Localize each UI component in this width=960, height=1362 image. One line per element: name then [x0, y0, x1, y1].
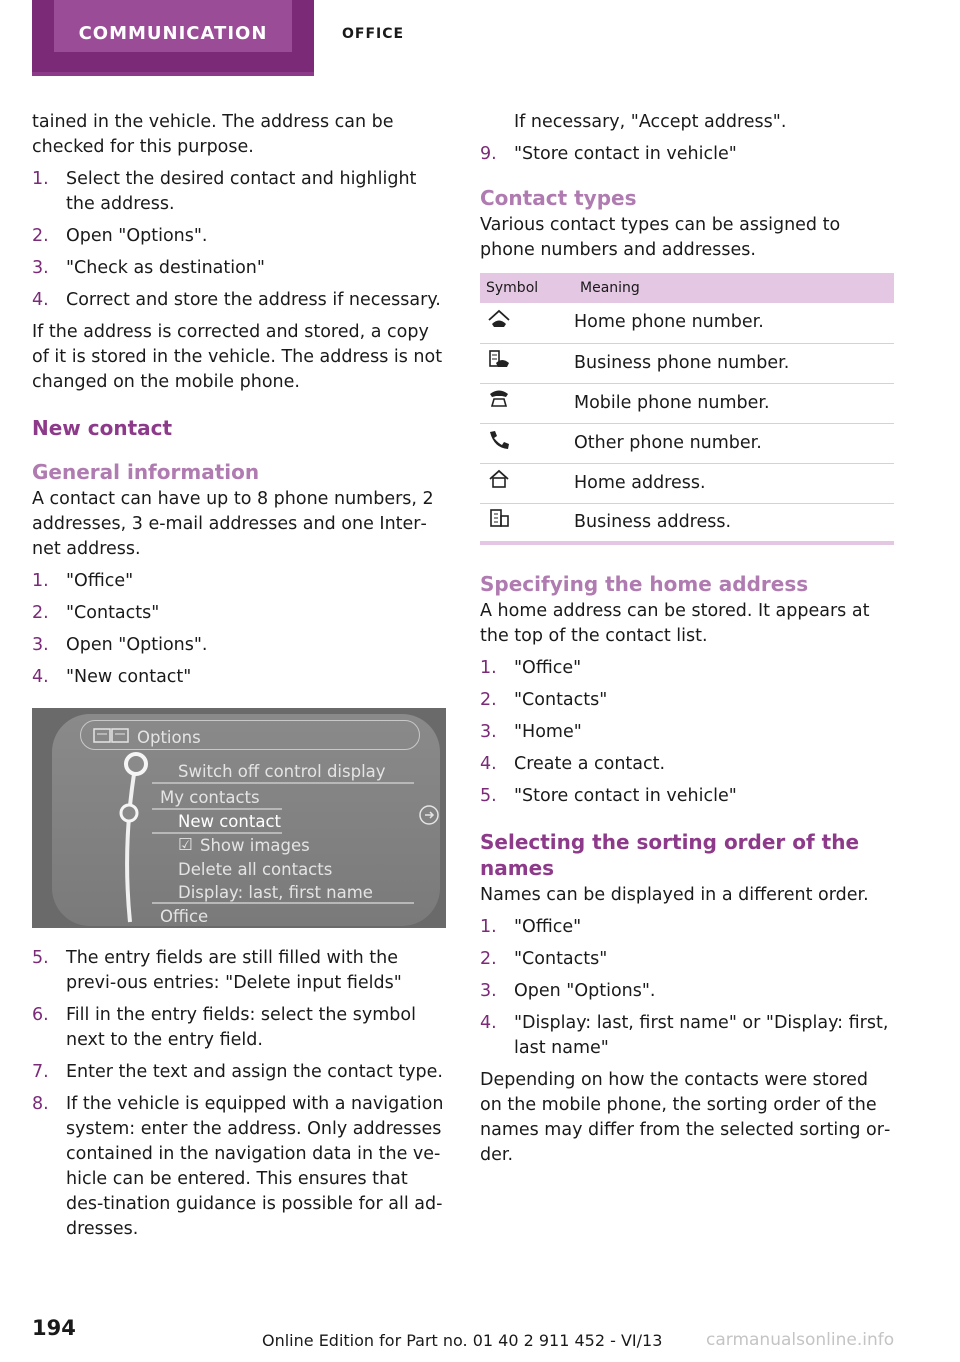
list-item: 3. Open "Options". — [32, 635, 208, 655]
table-row — [480, 463, 894, 503]
heading-contact-types: Contact types — [480, 186, 637, 210]
meaning-cell: Mobile phone number. — [574, 383, 894, 423]
heading-sorting-order: Selecting the sorting order of the names — [480, 830, 860, 880]
list-item: 4. Correct and store the address if necessary. — [32, 290, 441, 310]
business-phone-icon — [486, 348, 512, 370]
list-item: 4. "New contact" — [32, 667, 192, 687]
list-item: 2. "Contacts" — [480, 690, 608, 710]
control-display-screenshot — [32, 708, 446, 928]
list-item: 5. The entry fields are still filled with the previ‐ous entries: "Delete input fields" — [32, 948, 402, 993]
edition-note: Online Edition for Part no. 01 40 2 911 452 - VI/13 — [262, 1331, 663, 1350]
meaning-cell: Business address. — [574, 503, 894, 543]
page-number: 194 — [32, 1316, 76, 1340]
list-item: 3. "Check as destination" — [32, 258, 265, 278]
list-item: 2. "Contacts" — [32, 603, 160, 623]
section-tab-label: COMMUNICATION — [54, 0, 292, 52]
list-item: 1. Select the desired contact and highlight the address. — [32, 169, 417, 214]
list-item: 4. Create a contact. — [480, 754, 666, 774]
step8-continuation: If necessary, "Accept address". — [514, 112, 787, 132]
table-row — [480, 303, 894, 343]
heading-home-address: Specifying the home address — [480, 572, 809, 596]
steps-new-contact — [32, 569, 446, 690]
list-item: 2. "Contacts" — [480, 949, 608, 969]
contact-types-paragraph: Various contact types can be assigned to phone numbers and addresses. — [480, 215, 841, 260]
list-item: 3. Open "Options". — [480, 981, 656, 1001]
right-column — [480, 110, 894, 1175]
control-display-panel — [52, 714, 440, 926]
business-address-icon — [486, 507, 512, 529]
menu-item[interactable]: My contacts — [160, 788, 260, 807]
final-paragraph: Depending on how the contacts were stored on the mobile phone, the sorting order of the names may differ from the selected sorting or‐der. — [480, 1070, 891, 1165]
meaning-cell: Home address. — [574, 463, 894, 503]
menu-item[interactable]: Switch off control display — [178, 762, 386, 781]
menu-item[interactable]: Delete all contacts — [178, 860, 333, 879]
list-item: 5. "Store contact in vehicle" — [480, 786, 737, 806]
column-header-symbol: Symbol — [480, 273, 574, 303]
section-tab — [32, 0, 314, 76]
home-address-icon — [486, 468, 512, 490]
menu-item-selected[interactable]: New contact — [178, 812, 281, 831]
meaning-cell: Home phone number. — [574, 303, 894, 343]
steps-check-destination — [32, 167, 446, 313]
column-header-meaning: Meaning — [574, 273, 894, 303]
left-column — [32, 110, 446, 1249]
intro-paragraph: tained in the vehicle. The address can be checked for this purpose. — [32, 112, 394, 157]
heading-new-contact: New contact — [32, 416, 173, 440]
home-address-paragraph: A home address can be stored. It appears at the top of the contact list. — [480, 601, 870, 646]
meaning-cell: Other phone number. — [574, 423, 894, 463]
list-item: 1. "Office" — [32, 571, 134, 591]
options-book-icon — [92, 726, 136, 746]
list-item: 4. "Display: last, first name" or "Display: first, last name" — [480, 1013, 889, 1058]
sorting-paragraph: Names can be displayed in a different order. — [480, 885, 869, 905]
table-row — [480, 343, 894, 383]
general-paragraph: A contact can have up to 8 phone numbers, 2 addresses, 3 e-mail addresses and one Inter‐net address. — [32, 489, 434, 559]
meaning-cell: Business phone number. — [574, 343, 894, 383]
arrow-right-circle-icon — [418, 804, 440, 826]
heading-general-information: General information — [32, 460, 260, 484]
list-item: 1. "Office" — [480, 658, 582, 678]
home-phone-icon — [486, 308, 512, 330]
steps-entry-fields — [32, 946, 446, 1242]
table-row — [480, 383, 894, 423]
list-item: 8. If the vehicle is equipped with a navigation system: enter the address. Only addresses contained in the navigation data in the ve‐hicle can be entered. This ensures that des‐tination guidance is possible for all ad‐dresses. — [32, 1094, 444, 1239]
options-title: Options — [137, 728, 201, 747]
menu-item[interactable]: Display: last, first name — [178, 883, 373, 902]
list-item: 9. "Store contact in vehicle" — [480, 144, 737, 164]
steps-home-address — [480, 656, 894, 809]
contact-types-table — [480, 273, 894, 545]
list-item: 1. "Office" — [480, 917, 582, 937]
other-phone-icon — [486, 428, 512, 450]
controller-track-icon — [92, 752, 152, 926]
list-item: 6. Fill in the entry fields: select the symbol next to the entry field. — [32, 1005, 416, 1050]
list-item: 2. Open "Options". — [32, 226, 208, 246]
menu-item[interactable]: Office — [160, 907, 209, 926]
list-item: 3. "Home" — [480, 722, 582, 742]
note-paragraph: If the address is corrected and stored, a copy of it is stored in the vehicle. The address is not changed on the mobile phone. — [32, 322, 443, 392]
table-row — [480, 423, 894, 463]
list-item: 7. Enter the text and assign the contact type. — [32, 1062, 443, 1082]
mobile-phone-icon — [486, 388, 512, 410]
subsection-tab-label: OFFICE — [342, 26, 405, 42]
table-header-row — [480, 273, 894, 303]
checkbox-check-icon: ☑ — [178, 835, 193, 854]
menu-item[interactable]: Show images — [200, 836, 310, 855]
table-row — [480, 503, 894, 543]
divider — [152, 782, 414, 784]
steps-sorting-order — [480, 915, 894, 1061]
watermark: carmanualsonline.info — [706, 1330, 895, 1350]
